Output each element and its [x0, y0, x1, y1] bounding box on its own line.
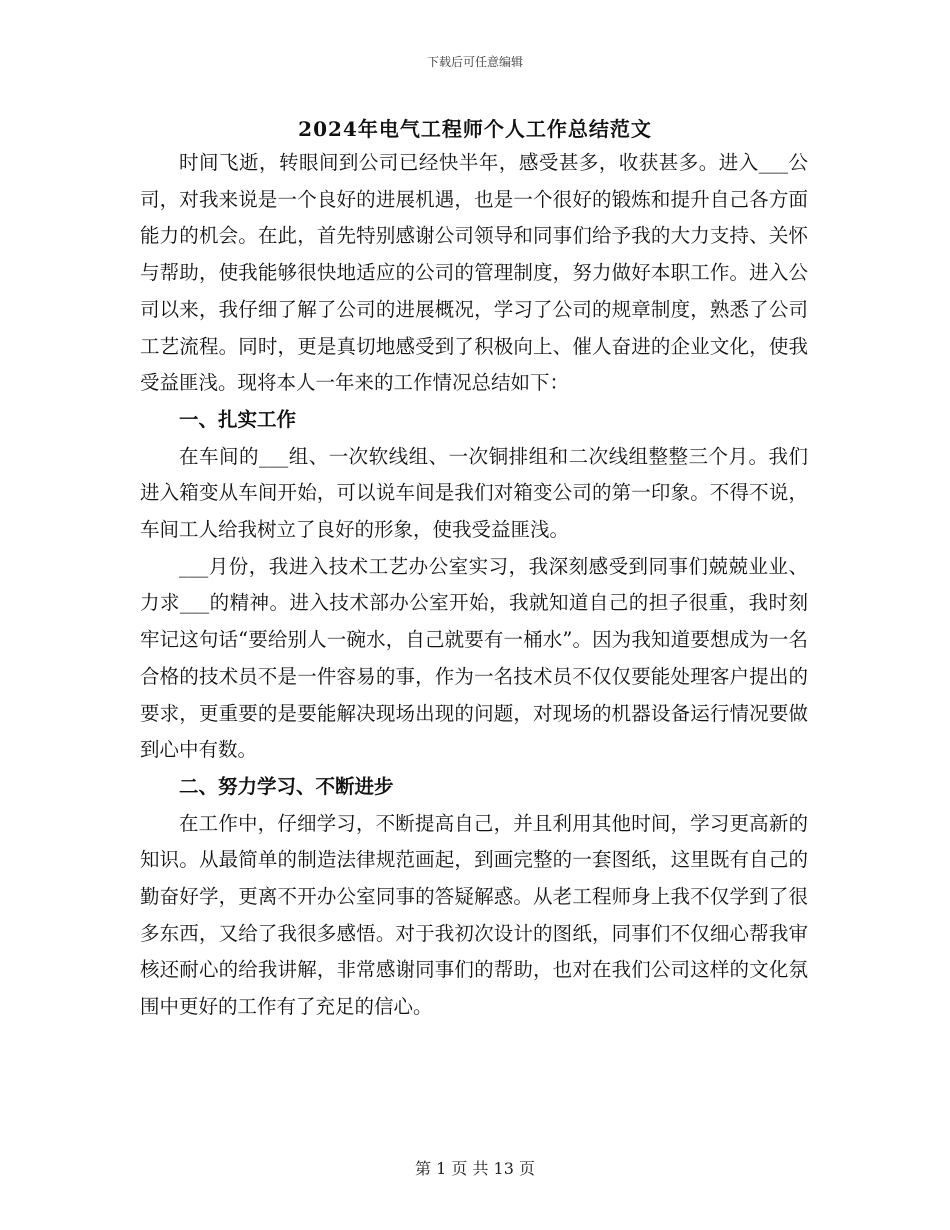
intro-paragraph: 时间飞逝，转眼间到公司已经快半年，感受甚多，收获甚多。进入___公司，对我来说是一个良好的进展机遇，也是一个很好的锻炼和提升自己各方面能力的机会。在此，首先特别感谢公司领导和同事们给予我的大力支持、关怀与帮助，使我能够很快地适应的公司的管理制度，努力做好本职工作。进入公司以来，我仔细了解了公司的进展概况，学习了公司的规章制度，熟悉了公司工艺流程。同时，更是真切地感受到了积极向上、催人奋进的企业文化，使我受益匪浅。现将本人一年来的工作情况总结如下：	[140, 151, 808, 395]
section-heading-study: 二、努力学习、不断进步	[179, 774, 394, 798]
page-header-note: 下载后可任意编辑	[426, 55, 523, 69]
document-title: 2024年电气工程师个人工作总结范文	[298, 117, 652, 141]
page-number: 第 1 页 共 13 页	[415, 1159, 535, 1178]
document-body	[140, 145, 808, 1026]
section-work-paragraph-1: 在车间的___组、一次软线组、一次铜排组和二次线组整整三个月。我们进入箱变从车间开始，可以说车间是我们对箱变公司的第一印象。不得不说，车间工人给我树立了良好的形象，使我受益匪浅。	[140, 444, 808, 542]
section-heading-work: 一、扎实工作	[179, 407, 297, 431]
section-study-paragraph-1: 在工作中，仔细学习，不断提高自己，并且利用其他时间，学习更高新的知识。从最简单的制造法律规范画起，到画完整的一套图纸，这里既有自己的勤奋好学，更离不开办公室同事的答疑解惑。从老工程师身上我不仅学到了很多东西，又给了我很多感悟。对于我初次设计的图纸，同事们不仅细心帮我审核还耐心的给我讲解，非常感谢同事们的帮助，也对在我们公司这样的文化氛围中更好的工作有了充足的信心。	[140, 811, 808, 1019]
section-work-paragraph-2: ___月份，我进入技术工艺办公室实习，我深刻感受到同事们兢兢业业、力求___的精神。进入技术部办公室开始，我就知道自己的担子很重，我时刻牢记这句话“要给别人一碗水，自己就要有一桶水”。因为我知道要想成为一名合格的技术员不是一件容易的事，作为一名技术员不仅仅要能处理客户提出的要求，更重要的是要能解决现场出现的问题，对现场的机器设备运行情况要做到心中有数。	[140, 554, 808, 762]
